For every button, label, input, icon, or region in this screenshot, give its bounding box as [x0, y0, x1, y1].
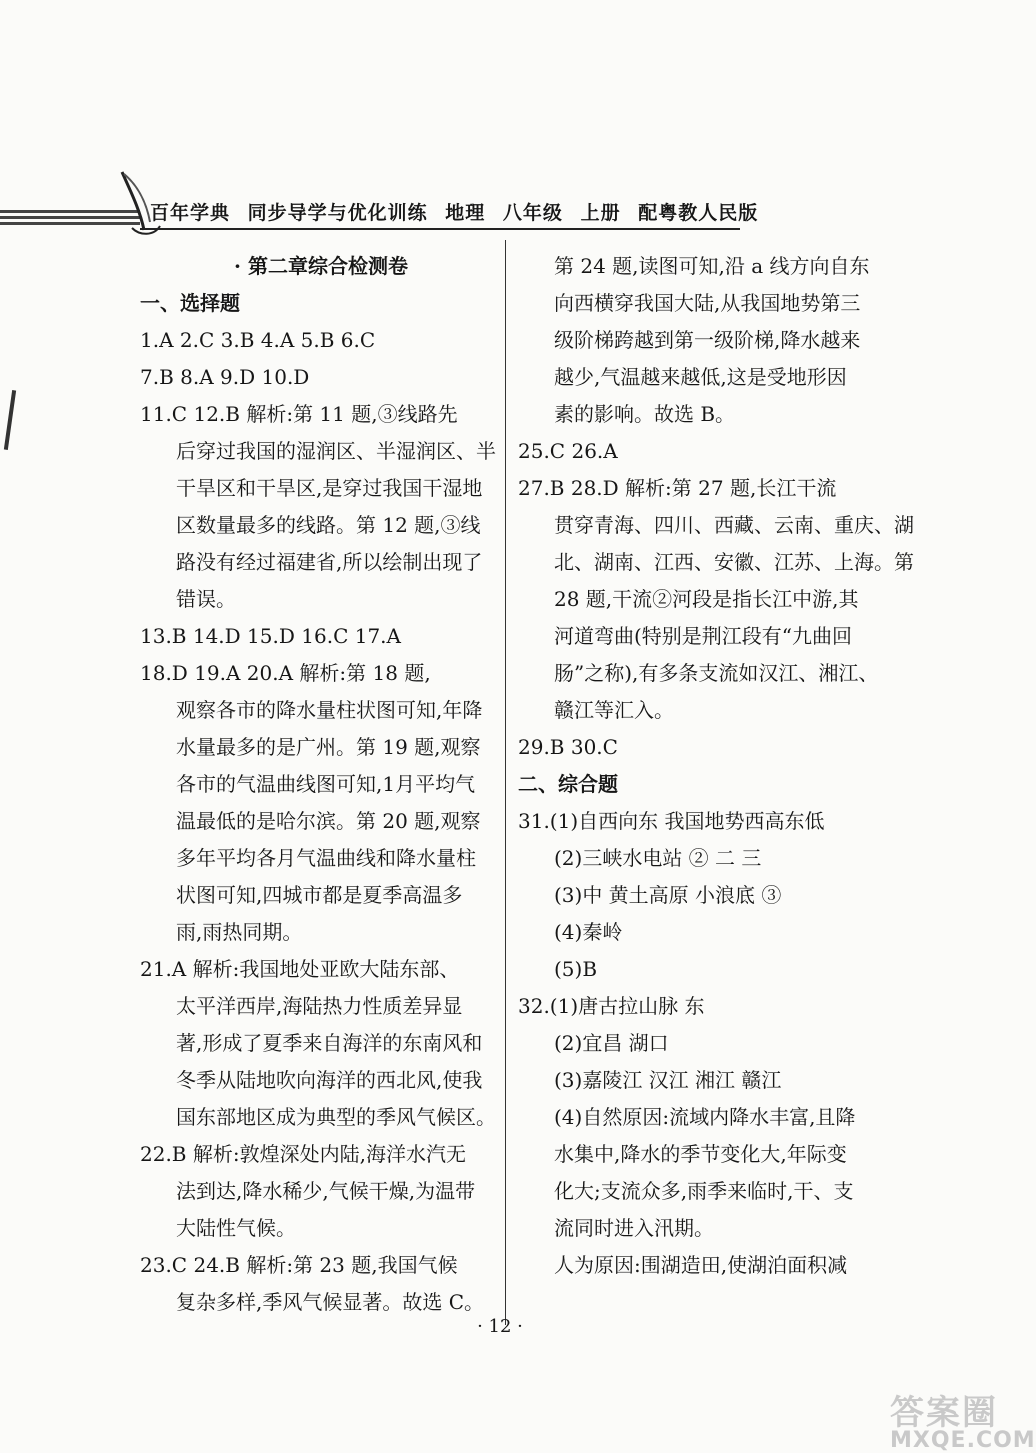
- left-lines-line: 法到达,降水稀少,气候干燥,为温带: [176, 1179, 476, 1203]
- right-lines-line: 化大;支流众多,雨季来临时,干、支: [554, 1179, 854, 1203]
- left-lines-line: 大陆性气候。: [176, 1216, 296, 1240]
- left-lines-line: 7.B 8.A 9.D 10.D: [140, 365, 310, 389]
- left-lines-line: 水量最多的是广州。第 19 题,观察: [176, 735, 481, 759]
- right-lines-line: 31.(1)自西向东 我国地势西高东低: [518, 809, 825, 833]
- scan-mark: [4, 390, 16, 450]
- left-lines-line: 一、选择题: [140, 291, 240, 315]
- left-lines-line: 后穿过我国的湿润区、半湿润区、半: [176, 439, 496, 463]
- right-lines-line: 素的影响。故选 B。: [554, 402, 736, 426]
- right-lines-line: (4)自然原因:流域内降水丰富,且降: [554, 1105, 856, 1129]
- header-rule: [140, 228, 740, 230]
- right-column: [518, 248, 914, 1284]
- right-lines-line: 25.C 26.A: [518, 439, 618, 463]
- right-lines-line: (5)B: [554, 957, 598, 981]
- left-lines-line: 国东部地区成为典型的季风气候区。: [176, 1105, 496, 1129]
- right-lines-line: 向西横穿我国大陆,从我国地势第三: [554, 291, 861, 315]
- right-lines-line: 赣江等汇入。: [554, 698, 674, 722]
- header-grade: 八年级: [502, 202, 563, 224]
- left-lines-line: 干旱区和干旱区,是穿过我国干湿地: [176, 476, 483, 500]
- left-lines-line: 1.A 2.C 3.B 4.A 5.B 6.C: [140, 328, 376, 352]
- left-lines-line: 雨,雨热同期。: [176, 920, 303, 944]
- right-lines-line: 北、湖南、江西、安徽、江苏、上海。第: [554, 550, 914, 574]
- header-brand: 百年学典: [150, 202, 231, 224]
- page-number: · 12 ·: [477, 1316, 523, 1337]
- left-lines-line: 错误。: [176, 587, 236, 611]
- left-lines-line: 复杂多样,季风气候显著。故选 C。: [176, 1290, 485, 1314]
- column-divider: [505, 240, 506, 1325]
- left-lines-line: 温最低的是哈尔滨。第 20 题,观察: [176, 809, 481, 833]
- right-lines-line: 二、综合题: [518, 772, 618, 796]
- header-series: 同步导学与优化训练: [247, 202, 428, 224]
- left-lines-line: 18.D 19.A 20.A 解析:第 18 题,: [140, 661, 431, 685]
- left-column: [140, 248, 502, 1321]
- right-lines-line: 肠”之称),有多条支流如汉江、湘江、: [554, 661, 879, 685]
- left-lines-line: · 第二章综合检测卷: [234, 254, 408, 278]
- right-lines-line: 27.B 28.D 解析:第 27 题,长江干流: [518, 476, 837, 500]
- left-lines-line: 区数量最多的线路。第 12 题,③线: [176, 513, 481, 537]
- right-lines-line: (2)三峡水电站 ② 二 三: [554, 846, 762, 870]
- watermark-logo: 答案圈: [890, 1393, 998, 1433]
- watermark: [890, 1385, 1036, 1453]
- header-title: [150, 198, 768, 225]
- right-lines-line: 29.B 30.C: [518, 735, 618, 759]
- left-lines-line: 21.A 解析:我国地处亚欧大陆东部、: [140, 957, 460, 981]
- right-lines-line: (2)宜昌 湖口: [554, 1031, 669, 1055]
- right-lines-line: 级阶梯跨越到第一级阶梯,降水越来: [554, 328, 861, 352]
- left-lines-line: 冬季从陆地吹向海洋的西北风,使我: [176, 1068, 483, 1092]
- right-lines-line: (3)中 黄土高原 小浪底 ③: [554, 883, 782, 907]
- right-lines-line: (4)秦岭: [554, 920, 623, 944]
- header-subject: 地理: [445, 202, 486, 224]
- left-lines-line: 22.B 解析:敦煌深处内陆,海洋水汽无: [140, 1142, 466, 1166]
- right-lines-line: 水集中,降水的季节变化大,年际变: [554, 1142, 847, 1166]
- left-lines-line: 13.B 14.D 15.D 16.C 17.A: [140, 624, 401, 648]
- left-lines-line: 太平洋西岸,海陆热力性质差异显: [176, 994, 463, 1018]
- left-lines-line: 多年平均各月气温曲线和降水量柱: [176, 846, 476, 870]
- left-lines-line: 著,形成了夏季来自海洋的东南风和: [176, 1031, 483, 1055]
- right-lines-line: 人为原因:围湖造田,使湖泊面积减: [554, 1253, 848, 1277]
- right-lines-line: 32.(1)唐古拉山脉 东: [518, 994, 705, 1018]
- right-lines-line: 28 题,干流②河段是指长江中游,其: [554, 587, 859, 611]
- left-lines-line: 各市的气温曲线图可知,1月平均气: [176, 772, 476, 796]
- page-header: [0, 170, 1000, 240]
- right-lines-line: (3)嘉陵江 汉江 湘江 赣江: [554, 1068, 782, 1092]
- left-lines-line: 状图可知,四城市都是夏季高温多: [176, 883, 463, 907]
- right-lines-line: 河道弯曲(特别是荆江段有“九曲回: [554, 624, 853, 648]
- right-lines-line: 第 24 题,读图可知,沿 a 线方向自东: [554, 254, 870, 278]
- left-lines-line: 23.C 24.B 解析:第 23 题,我国气候: [140, 1253, 458, 1277]
- watermark-url: MXQE.COM: [890, 1428, 1036, 1453]
- right-lines-line: 贯穿青海、四川、西藏、云南、重庆、湖: [554, 513, 914, 537]
- left-lines-line: 路没有经过福建省,所以绘制出现了: [176, 550, 483, 574]
- header-volume: 上册: [580, 202, 621, 224]
- left-lines-line: 观察各市的降水量柱状图可知,年降: [176, 698, 483, 722]
- header-edition: 配粤教人民版: [638, 202, 759, 224]
- right-lines-line: 越少,气温越来越低,这是受地形因: [554, 365, 847, 389]
- left-lines-line: 11.C 12.B 解析:第 11 题,③线路先: [140, 402, 458, 426]
- right-lines-line: 流同时进入汛期。: [554, 1216, 714, 1240]
